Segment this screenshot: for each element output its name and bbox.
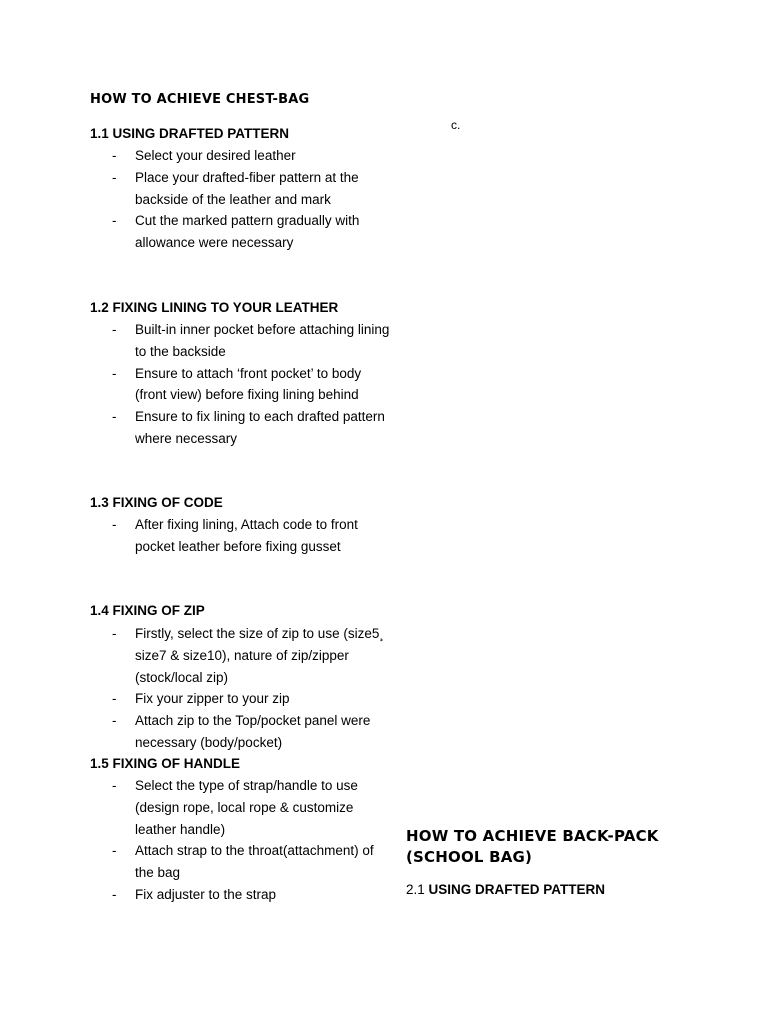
section-heading-2-1: [406, 882, 605, 897]
bullet-dash: -: [112, 517, 117, 532]
bullet-dash: -: [112, 365, 117, 381]
section-heading-1-5: 1.5 FIXING OF HANDLE: [90, 756, 241, 771]
list-item: - After fixing lining, Attach code to front pocket leather before fixing gusset: [90, 514, 390, 558]
section-list-1-1: [90, 145, 390, 254]
back-pack-title-line-2: (SCHOOL BAG): [406, 848, 533, 866]
section-heading-1-1: 1.1 USING DRAFTED PATTERN: [90, 126, 290, 141]
bullet-dash: -: [112, 843, 117, 859]
list-item: - Ensure to attach ‘front pocket’ to body (front view) before fixing lining behind: [90, 363, 390, 407]
section-heading-1-3: 1.3 FIXING OF CODE: [90, 495, 223, 510]
list-item: - Select the type of strap/handle to use (design rope, local rope & customize leather handle): [90, 775, 390, 840]
section-heading-1-2: 1.2 FIXING LINING TO YOUR LEATHER: [90, 300, 339, 315]
list-item: - Firstly, select the size of zip to use (size5¸ size7 & size10), nature of zip/zipper (stock/local zip): [90, 623, 390, 688]
list-item: - Ensure to fix lining to each drafted pattern where necessary: [90, 406, 390, 450]
list-item: - Cut the marked pattern gradually with allowance were necessary: [90, 210, 390, 254]
bullet-dash: -: [112, 886, 117, 902]
section-list-1-4: [90, 623, 390, 754]
bullet-dash: -: [112, 148, 117, 163]
bullet-dash: -: [112, 713, 117, 729]
list-item: - Built-in inner pocket before attaching lining to the backside: [90, 319, 390, 363]
bullet-dash: -: [112, 626, 117, 641]
side-note: c.: [451, 118, 461, 132]
section-list-1-5: [90, 775, 390, 906]
list-item: - Attach zip to the Top/pocket panel were necessary (body/pocket): [90, 710, 390, 754]
bullet-dash: -: [112, 691, 117, 707]
section-list-1-3: [90, 514, 390, 558]
list-item: - Fix adjuster to the strap: [90, 884, 390, 906]
list-item: - Fix your zipper to your zip: [90, 688, 390, 710]
section-heading-text: USING DRAFTED PATTERN: [428, 882, 606, 897]
bullet-dash: -: [112, 322, 117, 337]
list-item: - Place your drafted-fiber pattern at the backside of the leather and mark: [90, 167, 390, 211]
bullet-dash: -: [112, 778, 117, 793]
list-item: - Select your desired leather: [90, 145, 390, 167]
back-pack-title: [406, 826, 659, 868]
section-list-1-2: [90, 319, 390, 450]
list-item: - Attach strap to the throat(attachment) of the bag: [90, 840, 390, 884]
bullet-dash: -: [112, 169, 117, 185]
chest-bag-title: HOW TO ACHIEVE CHEST-BAG: [90, 92, 310, 107]
section-heading-1-4: 1.4 FIXING OF ZIP: [90, 603, 205, 618]
back-pack-title-line-1: HOW TO ACHIEVE BACK-PACK: [406, 827, 659, 845]
bullet-dash: -: [112, 409, 117, 425]
section-number: 2.1: [406, 882, 425, 897]
bullet-dash: -: [112, 213, 117, 229]
